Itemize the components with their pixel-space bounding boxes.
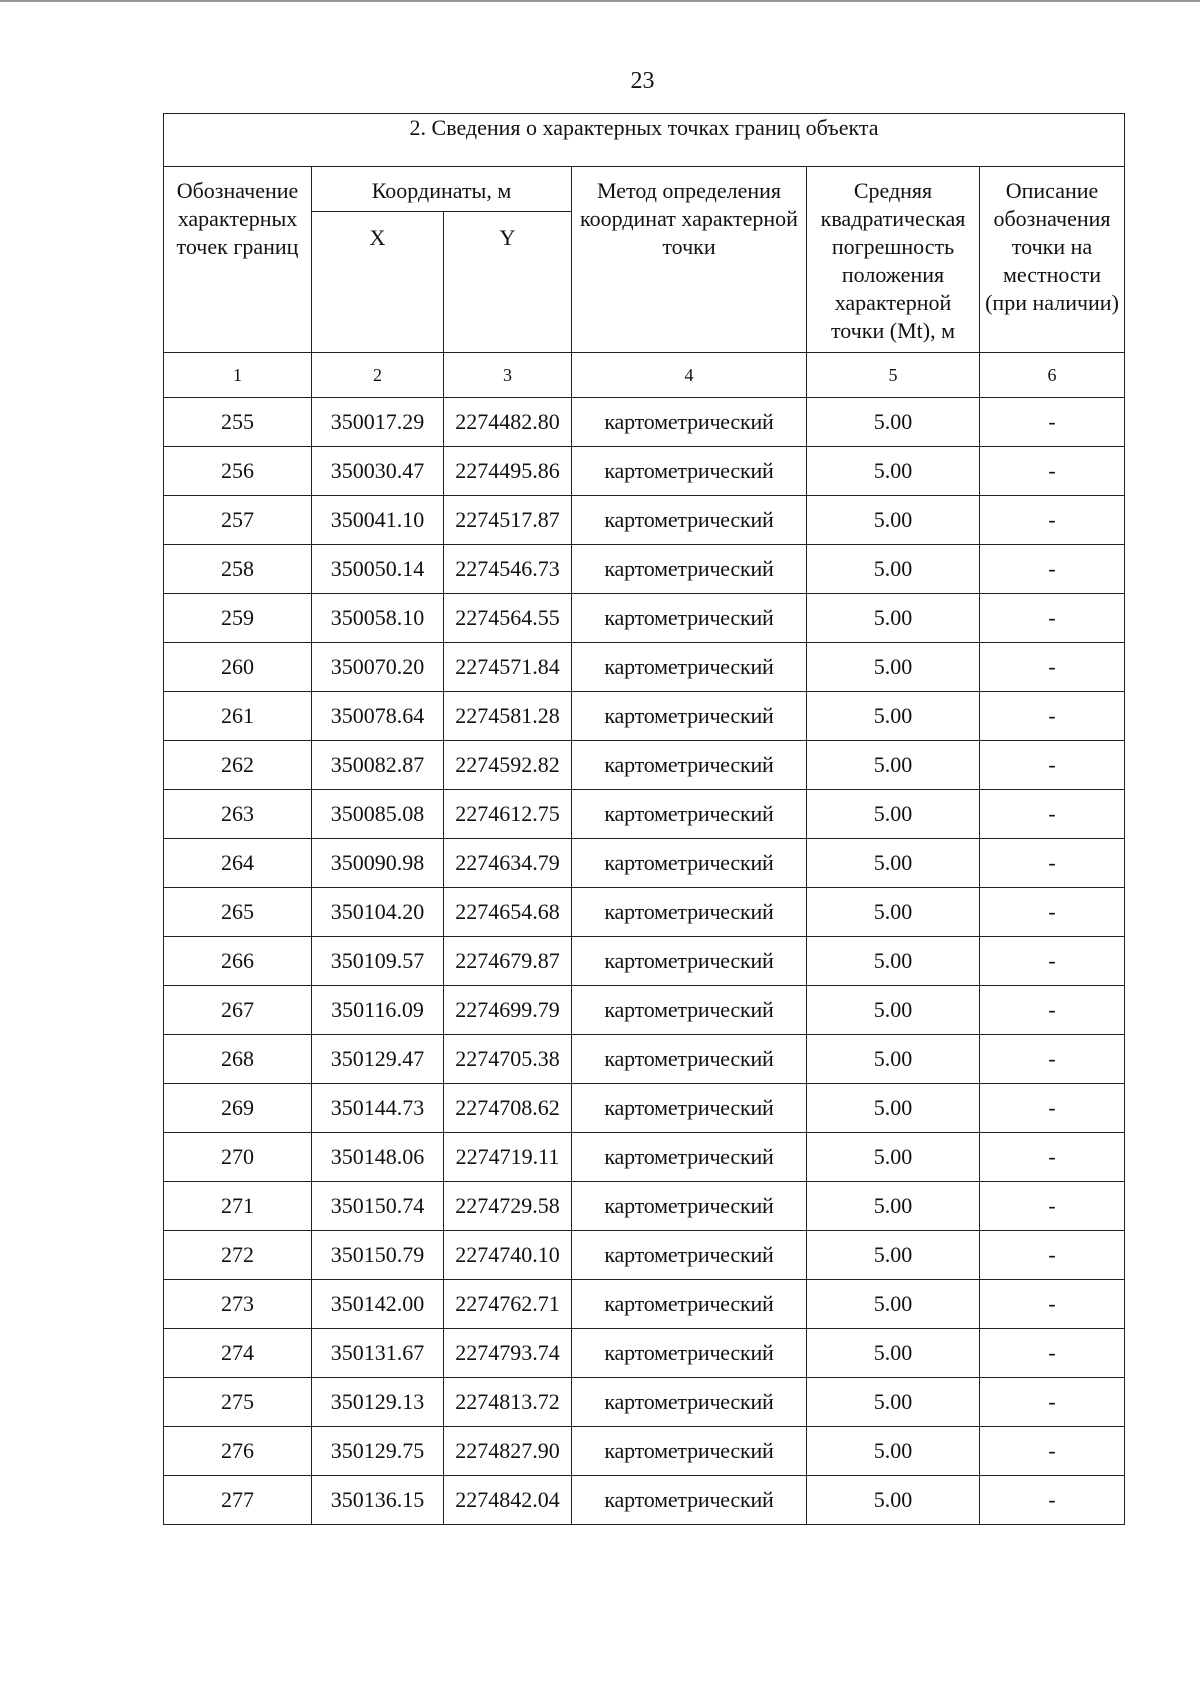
table-row	[164, 888, 1125, 937]
table-row	[164, 447, 1125, 496]
cell-x: 350041.10	[312, 496, 444, 545]
cell-y: 2274708.62	[444, 1084, 572, 1133]
cell-mt: 5.00	[807, 1329, 980, 1378]
cell-method: картометрический	[572, 1182, 807, 1231]
top-border-line	[0, 0, 1200, 2]
cell-point-id: 259	[164, 594, 312, 643]
cell-point-id: 255	[164, 398, 312, 447]
cell-point-id: 273	[164, 1280, 312, 1329]
cell-mt: 5.00	[807, 986, 980, 1035]
column-number: 6	[980, 353, 1125, 398]
cell-x: 350150.74	[312, 1182, 444, 1231]
cell-point-id: 265	[164, 888, 312, 937]
table-row	[164, 1035, 1125, 1084]
cell-mt: 5.00	[807, 398, 980, 447]
header-designation: Обозначение характерных точек границ	[164, 167, 312, 353]
page-number: 23	[630, 68, 655, 94]
cell-y: 2274517.87	[444, 496, 572, 545]
cell-x: 350144.73	[312, 1084, 444, 1133]
header-x: X	[312, 212, 444, 353]
cell-mt: 5.00	[807, 643, 980, 692]
cell-description: -	[980, 888, 1125, 937]
cell-x: 350017.29	[312, 398, 444, 447]
header-coordinates: Координаты, м	[312, 167, 572, 212]
cell-description: -	[980, 496, 1125, 545]
table-row	[164, 643, 1125, 692]
cell-mt: 5.00	[807, 692, 980, 741]
header-description: Описание обозначения точки на местности (при наличии)	[980, 167, 1125, 353]
cell-y: 2274762.71	[444, 1280, 572, 1329]
table-row	[164, 692, 1125, 741]
cell-mt: 5.00	[807, 545, 980, 594]
cell-y: 2274564.55	[444, 594, 572, 643]
cell-point-id: 263	[164, 790, 312, 839]
cell-point-id: 262	[164, 741, 312, 790]
table-row	[164, 1182, 1125, 1231]
cell-point-id: 260	[164, 643, 312, 692]
cell-mt: 5.00	[807, 1231, 980, 1280]
table-row	[164, 594, 1125, 643]
cell-point-id: 261	[164, 692, 312, 741]
cell-method: картометрический	[572, 1084, 807, 1133]
cell-description: -	[980, 643, 1125, 692]
cell-x: 350058.10	[312, 594, 444, 643]
cell-x: 350050.14	[312, 545, 444, 594]
table-row	[164, 545, 1125, 594]
table-row	[164, 1280, 1125, 1329]
cell-point-id: 274	[164, 1329, 312, 1378]
column-number: 5	[807, 353, 980, 398]
section-title: 2. Сведения о характерных точках границ объекта	[164, 114, 1125, 167]
cell-y: 2274699.79	[444, 986, 572, 1035]
cell-y: 2274571.84	[444, 643, 572, 692]
cell-description: -	[980, 1280, 1125, 1329]
cell-x: 350150.79	[312, 1231, 444, 1280]
cell-method: картометрический	[572, 1329, 807, 1378]
cell-method: картометрический	[572, 594, 807, 643]
cell-y: 2274705.38	[444, 1035, 572, 1084]
cell-method: картометрический	[572, 1476, 807, 1525]
cell-method: картометрический	[572, 888, 807, 937]
cell-x: 350131.67	[312, 1329, 444, 1378]
cell-method: картометрический	[572, 545, 807, 594]
table-row	[164, 790, 1125, 839]
cell-method: картометрический	[572, 447, 807, 496]
cell-mt: 5.00	[807, 1427, 980, 1476]
cell-x: 350085.08	[312, 790, 444, 839]
table-row	[164, 1084, 1125, 1133]
cell-mt: 5.00	[807, 1280, 980, 1329]
cell-y: 2274654.68	[444, 888, 572, 937]
cell-x: 350116.09	[312, 986, 444, 1035]
cell-y: 2274612.75	[444, 790, 572, 839]
cell-description: -	[980, 790, 1125, 839]
cell-x: 350104.20	[312, 888, 444, 937]
table-row	[164, 1329, 1125, 1378]
table-row	[164, 1231, 1125, 1280]
cell-method: картометрический	[572, 790, 807, 839]
cell-point-id: 269	[164, 1084, 312, 1133]
cell-mt: 5.00	[807, 1035, 980, 1084]
cell-x: 350129.75	[312, 1427, 444, 1476]
cell-description: -	[980, 741, 1125, 790]
cell-point-id: 257	[164, 496, 312, 545]
cell-x: 350070.20	[312, 643, 444, 692]
cell-mt: 5.00	[807, 1084, 980, 1133]
cell-y: 2274581.28	[444, 692, 572, 741]
cell-y: 2274679.87	[444, 937, 572, 986]
column-number-row	[164, 353, 1125, 398]
cell-point-id: 272	[164, 1231, 312, 1280]
cell-point-id: 267	[164, 986, 312, 1035]
table-row	[164, 1427, 1125, 1476]
cell-x: 350136.15	[312, 1476, 444, 1525]
cell-point-id: 276	[164, 1427, 312, 1476]
column-number: 2	[312, 353, 444, 398]
cell-description: -	[980, 1133, 1125, 1182]
cell-x: 350030.47	[312, 447, 444, 496]
cell-point-id: 268	[164, 1035, 312, 1084]
cell-mt: 5.00	[807, 741, 980, 790]
cell-point-id: 271	[164, 1182, 312, 1231]
cell-point-id: 258	[164, 545, 312, 594]
cell-y: 2274719.11	[444, 1133, 572, 1182]
cell-description: -	[980, 1476, 1125, 1525]
cell-method: картометрический	[572, 1035, 807, 1084]
table-row	[164, 398, 1125, 447]
column-number: 4	[572, 353, 807, 398]
cell-y: 2274813.72	[444, 1378, 572, 1427]
cell-y: 2274842.04	[444, 1476, 572, 1525]
cell-method: картометрический	[572, 937, 807, 986]
cell-point-id: 270	[164, 1133, 312, 1182]
cell-mt: 5.00	[807, 496, 980, 545]
cell-y: 2274546.73	[444, 545, 572, 594]
table-row	[164, 937, 1125, 986]
cell-x: 350082.87	[312, 741, 444, 790]
table-row	[164, 986, 1125, 1035]
cell-point-id: 275	[164, 1378, 312, 1427]
table-row	[164, 1378, 1125, 1427]
cell-y: 2274793.74	[444, 1329, 572, 1378]
header-method: Метод определения координат характерной точки	[572, 167, 807, 353]
cell-method: картометрический	[572, 1231, 807, 1280]
cell-description: -	[980, 1182, 1125, 1231]
cell-mt: 5.00	[807, 1476, 980, 1525]
cell-point-id: 266	[164, 937, 312, 986]
cell-mt: 5.00	[807, 1182, 980, 1231]
column-number: 3	[444, 353, 572, 398]
table-row	[164, 839, 1125, 888]
cell-point-id: 277	[164, 1476, 312, 1525]
cell-method: картометрический	[572, 643, 807, 692]
cell-y: 2274482.80	[444, 398, 572, 447]
cell-x: 350142.00	[312, 1280, 444, 1329]
cell-description: -	[980, 839, 1125, 888]
cell-method: картометрический	[572, 496, 807, 545]
cell-x: 350078.64	[312, 692, 444, 741]
cell-y: 2274729.58	[444, 1182, 572, 1231]
cell-method: картометрический	[572, 398, 807, 447]
cell-x: 350148.06	[312, 1133, 444, 1182]
cell-mt: 5.00	[807, 1378, 980, 1427]
cell-description: -	[980, 1035, 1125, 1084]
cell-description: -	[980, 594, 1125, 643]
cell-mt: 5.00	[807, 888, 980, 937]
cell-description: -	[980, 1231, 1125, 1280]
cell-method: картометрический	[572, 1378, 807, 1427]
cell-mt: 5.00	[807, 1133, 980, 1182]
cell-method: картометрический	[572, 986, 807, 1035]
cell-description: -	[980, 1329, 1125, 1378]
cell-description: -	[980, 447, 1125, 496]
cell-y: 2274592.82	[444, 741, 572, 790]
column-number: 1	[164, 353, 312, 398]
header-y: Y	[444, 212, 572, 353]
cell-method: картометрический	[572, 692, 807, 741]
cell-point-id: 264	[164, 839, 312, 888]
cell-mt: 5.00	[807, 839, 980, 888]
table-row	[164, 1476, 1125, 1525]
cell-mt: 5.00	[807, 594, 980, 643]
cell-x: 350109.57	[312, 937, 444, 986]
boundary-points-table	[163, 113, 1125, 1525]
cell-method: картометрический	[572, 1280, 807, 1329]
cell-y: 2274827.90	[444, 1427, 572, 1476]
table-row	[164, 741, 1125, 790]
cell-y: 2274495.86	[444, 447, 572, 496]
cell-description: -	[980, 937, 1125, 986]
table-row	[164, 1133, 1125, 1182]
cell-method: картометрический	[572, 1427, 807, 1476]
cell-y: 2274740.10	[444, 1231, 572, 1280]
cell-x: 350090.98	[312, 839, 444, 888]
cell-y: 2274634.79	[444, 839, 572, 888]
header-error: Средняя квадратическая погрешность положения характерной точки (Mt), м	[807, 167, 980, 353]
cell-description: -	[980, 986, 1125, 1035]
cell-x: 350129.13	[312, 1378, 444, 1427]
cell-description: -	[980, 545, 1125, 594]
cell-description: -	[980, 1084, 1125, 1133]
cell-mt: 5.00	[807, 447, 980, 496]
cell-mt: 5.00	[807, 937, 980, 986]
cell-method: картометрический	[572, 839, 807, 888]
cell-x: 350129.47	[312, 1035, 444, 1084]
cell-description: -	[980, 1378, 1125, 1427]
cell-method: картометрический	[572, 741, 807, 790]
cell-mt: 5.00	[807, 790, 980, 839]
cell-description: -	[980, 1427, 1125, 1476]
cell-point-id: 256	[164, 447, 312, 496]
table-row	[164, 496, 1125, 545]
cell-description: -	[980, 398, 1125, 447]
cell-description: -	[980, 692, 1125, 741]
cell-method: картометрический	[572, 1133, 807, 1182]
